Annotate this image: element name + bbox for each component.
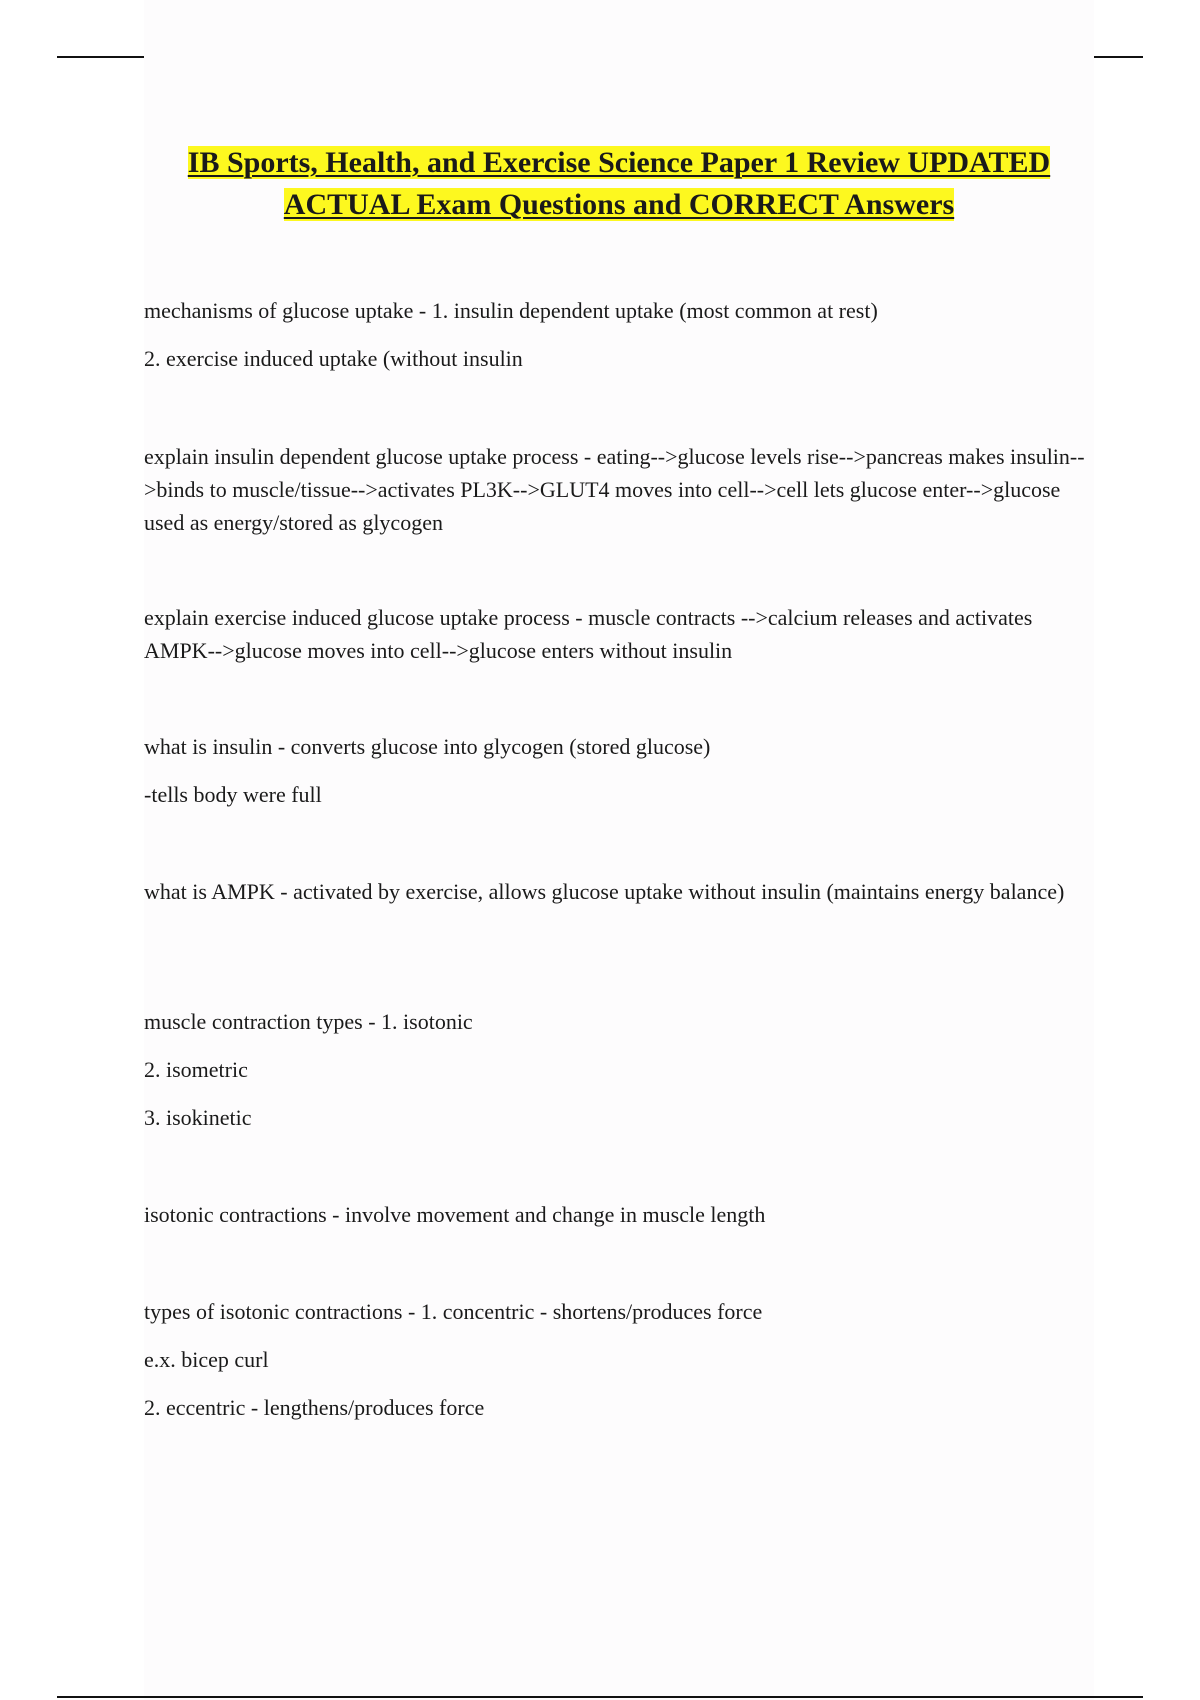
- page-content: [144, 0, 1094, 1700]
- bottom-rule: [57, 1696, 1143, 1698]
- entry-insulin-dependent-process: explain insulin dependent glucose uptake process - eating-->glucose levels rise-->pancreas makes insulin-->binds to muscle/tissue-->activates PL3K-->GLUT4 moves into cell-->cell lets glucose enter-->glucose used as energy/stored as glycogen: [144, 444, 1085, 535]
- entry-eccentric: 2. eccentric - lengthens/produces force: [144, 1395, 485, 1420]
- title-line-1: IB Sports, Health, and Exercise Science Paper 1 Review UPDATED: [187, 146, 1051, 179]
- entry-what-is-insulin: what is insulin - converts glucose into glycogen (stored glucose): [144, 734, 711, 759]
- entry-isokinetic: 3. isokinetic: [144, 1105, 252, 1130]
- entry-what-is-ampk: what is AMPK - activated by exercise, allows glucose uptake without insulin (maintains energy balance): [144, 879, 1065, 904]
- entry-contraction-types: muscle contraction types - 1. isotonic: [144, 1009, 473, 1034]
- title-line-2: ACTUAL Exam Questions and CORRECT Answers: [283, 188, 955, 221]
- entry-exercise-induced-process: explain exercise induced glucose uptake process - muscle contracts -->calcium releases and activates AMPK-->glucose moves into cell-->glucose enters without insulin: [144, 605, 1033, 663]
- entry-exercise-induced-uptake: 2. exercise induced uptake (without insulin: [144, 346, 523, 371]
- document-title: [144, 142, 1094, 226]
- entry-bicep-curl-example: e.x. bicep curl: [144, 1347, 269, 1372]
- entry-insulin-note: -tells body were full: [144, 782, 322, 807]
- entry-glucose-uptake-mechanisms: mechanisms of glucose uptake - 1. insulin dependent uptake (most common at rest): [144, 298, 878, 323]
- entry-isometric: 2. isometric: [144, 1057, 248, 1082]
- entry-isotonic-contractions: isotonic contractions - involve movement and change in muscle length: [144, 1202, 766, 1227]
- entry-isotonic-types: types of isotonic contractions - 1. concentric - shortens/produces force: [144, 1299, 763, 1324]
